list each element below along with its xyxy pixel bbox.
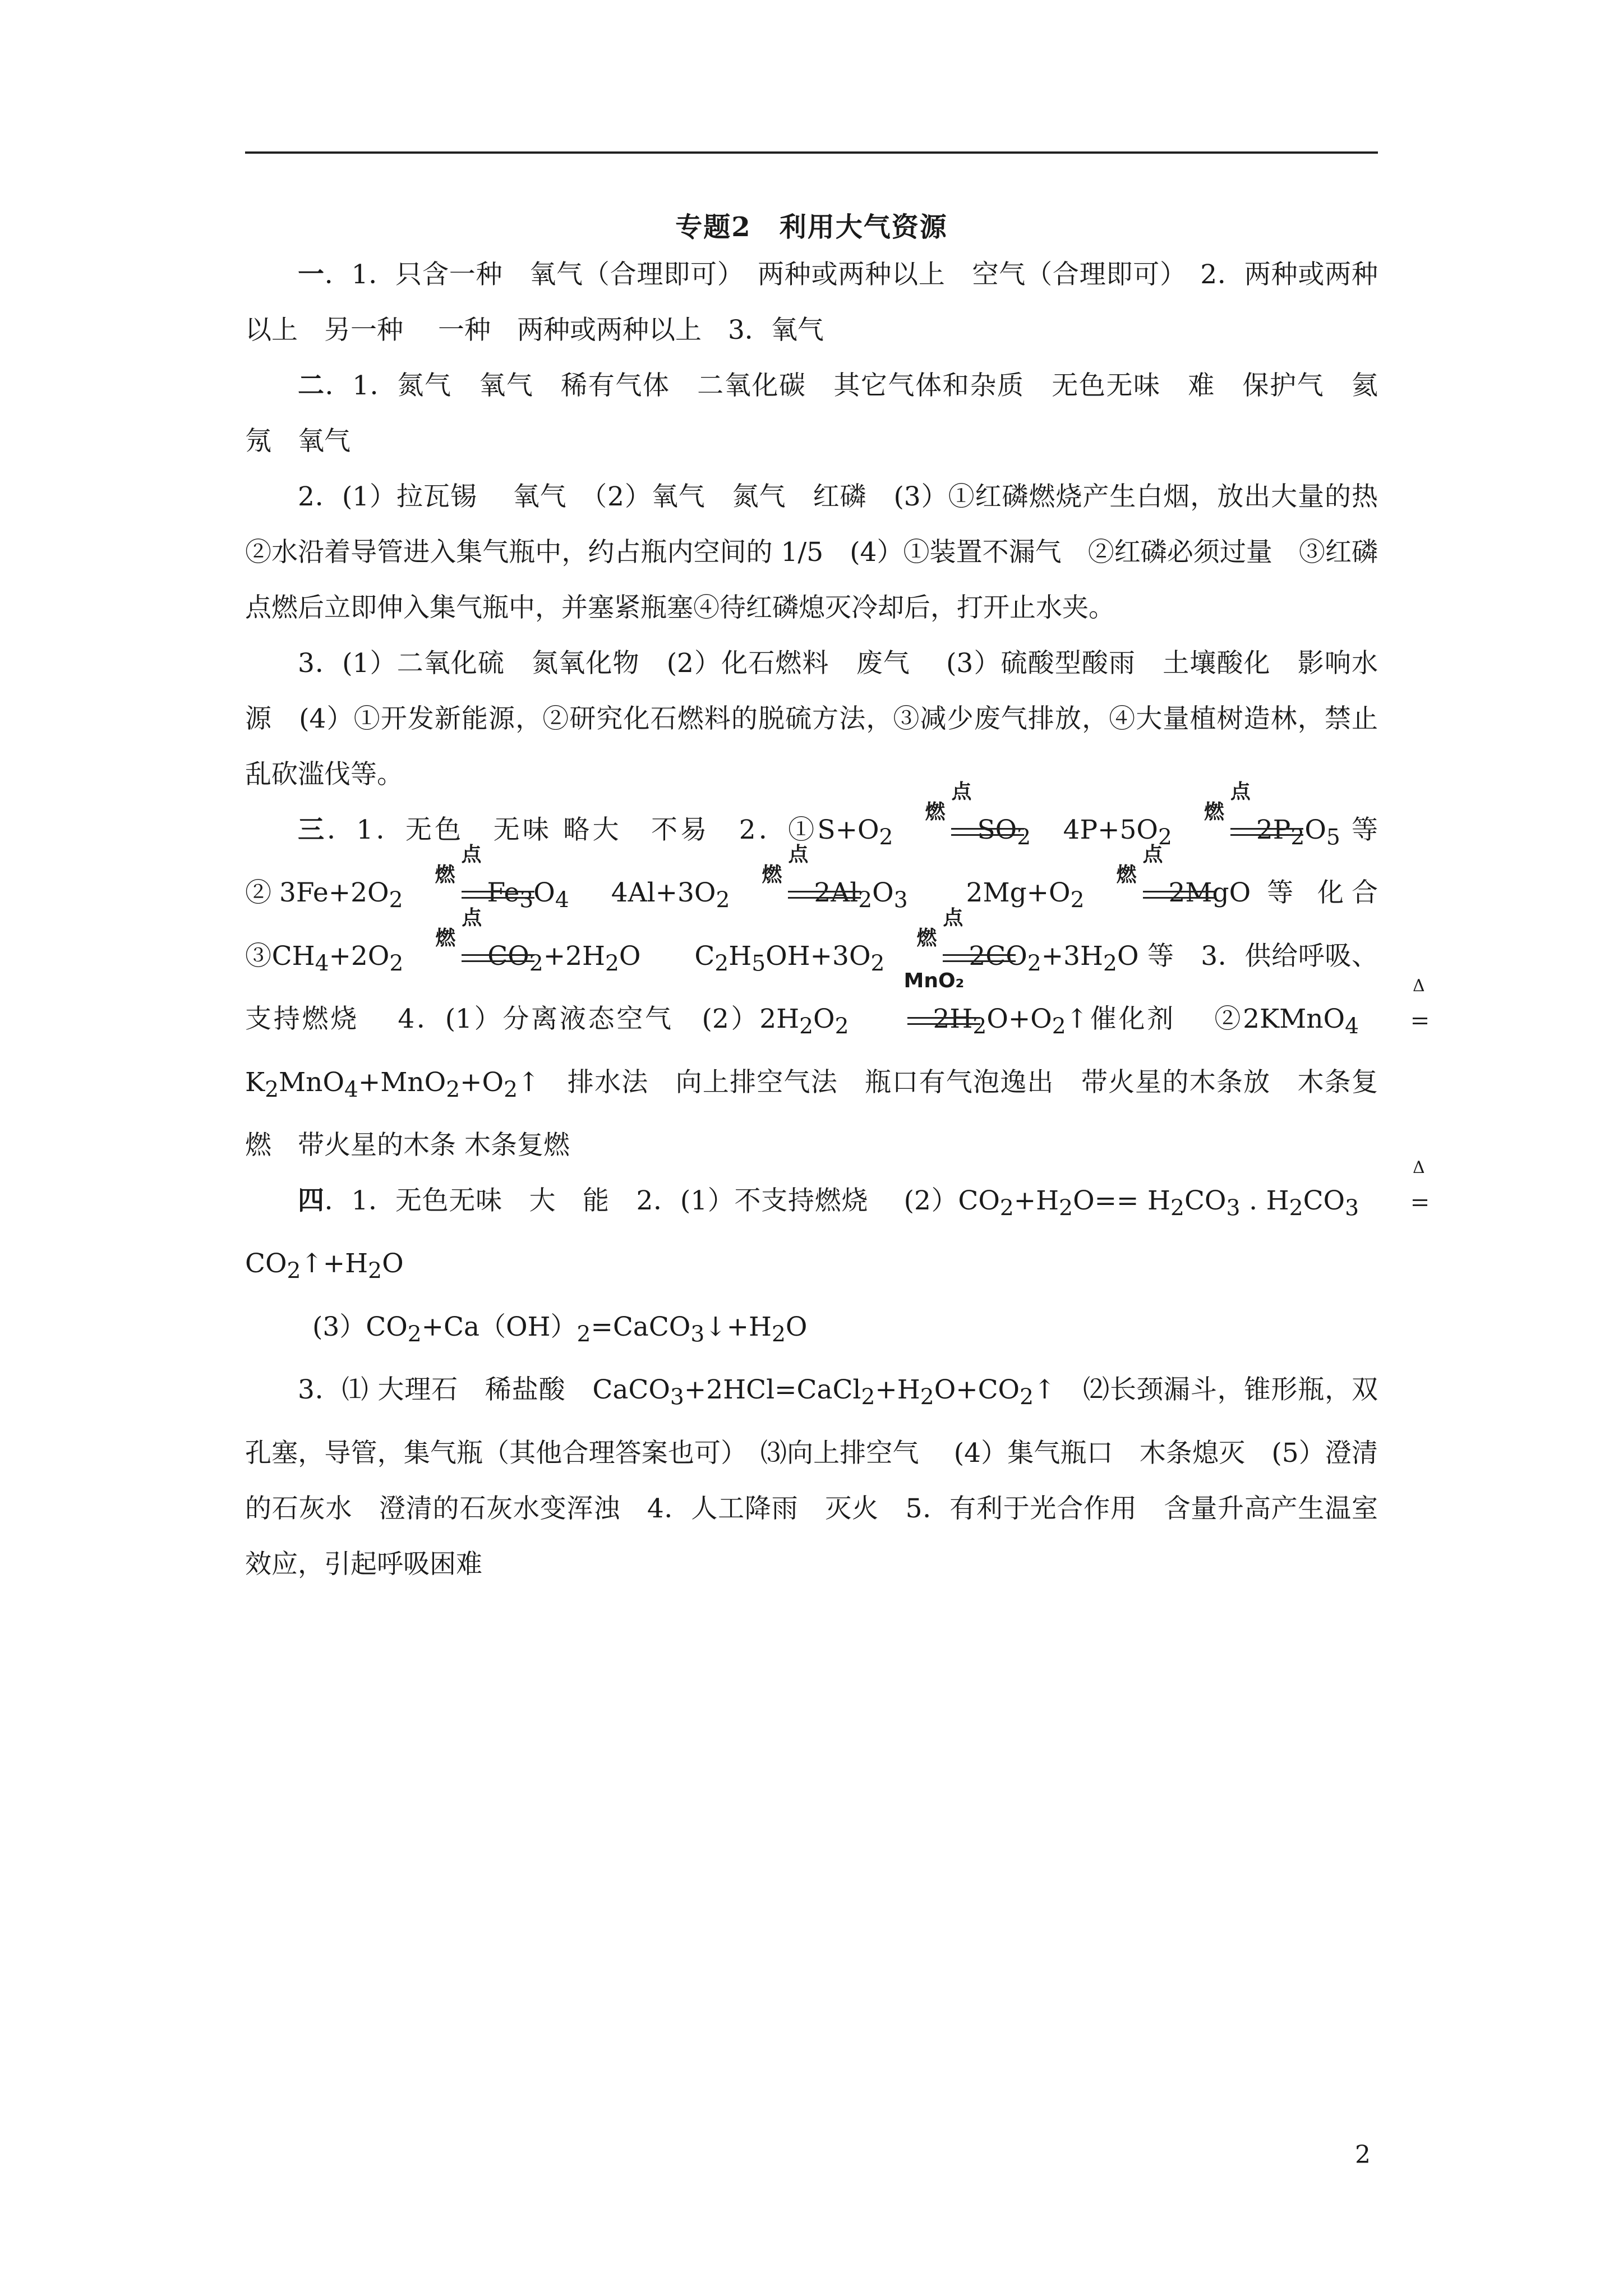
reaction-condition: 点燃 (762, 843, 809, 887)
text-run: O (382, 1248, 404, 1280)
heat-arrow (1360, 1157, 1425, 1228)
text-run: OH+3O (766, 940, 871, 972)
text-run: 4P+5O (1031, 815, 1158, 845)
text-run: O== H (1073, 1185, 1171, 1216)
subscript: 2 (1059, 1195, 1073, 1221)
subscript: 2 (446, 1076, 460, 1102)
subscript: 2 (879, 825, 893, 850)
reaction-condition: 点燃 (925, 780, 972, 823)
text-run: 等 ②3Fe+2O (245, 815, 1378, 909)
text-run: +3H (1041, 940, 1104, 972)
subscript: 2 (529, 951, 543, 977)
text-run: +O (460, 1066, 504, 1098)
text-run: 2MgO 等 化合 ③CH (245, 877, 1378, 972)
text-run: O 等 3．供给呼吸、支持燃烧 4．(1）分离液态空气 (2）2H (245, 940, 1378, 1035)
subscript: 2 (714, 951, 729, 977)
text-run: CO (1303, 1185, 1345, 1216)
text-run: (3）CO (312, 1311, 408, 1342)
heat-symbol: Δ (1413, 976, 1425, 996)
reaction-condition: 点燃 (916, 906, 963, 950)
reaction-condition: 点燃 (435, 906, 482, 950)
text-run: ．1．无色 无味 略大 不易 2．①S+O (327, 815, 879, 845)
text-run: 2CO (969, 940, 1027, 972)
subscript: 2 (1289, 1195, 1303, 1221)
reaction-arrow (1087, 843, 1166, 921)
text-run: +2H (543, 940, 605, 972)
text-run: =CaCO (591, 1311, 691, 1342)
subscript: 3 (670, 1384, 684, 1410)
subscript: 3 (1226, 1195, 1241, 1221)
subscript: 4 (344, 1076, 358, 1102)
heat-arrow (1360, 976, 1425, 1047)
subscript: 2 (1020, 1384, 1034, 1410)
subscript: 2 (999, 1195, 1014, 1221)
subscript: 4 (555, 887, 569, 913)
subscript: 2 (1017, 825, 1031, 850)
section-4-item-2-3 (245, 1299, 1378, 1362)
section-text: ．1．只含一种 氧气（合理即可） 两种或两种以上 空气（合理即可） 2．两种或两种以上 另一种 一种 两种或两种以上 3．氧气 (245, 259, 1378, 346)
section-4-item-3 (245, 1362, 1378, 1591)
section-3 (245, 780, 1425, 1173)
text-run: Fe (487, 877, 520, 909)
text-run: ↑+H (301, 1248, 368, 1280)
subscript: 2 (1290, 825, 1305, 850)
text-run: CO (487, 940, 529, 972)
text-run: O+CO (934, 1374, 1020, 1406)
subscript: 2 (504, 1076, 518, 1102)
subscript: 2 (834, 1014, 849, 1039)
subscript: 5 (1326, 825, 1340, 850)
text-run: 2P (1256, 815, 1291, 845)
text-run: 2Mg+O (907, 877, 1071, 909)
page-title: 专题2 利用大气资源 (675, 211, 948, 243)
reaction-condition: 点燃 (435, 843, 482, 887)
subscript: 2 (772, 1322, 786, 1347)
subscript: 2 (265, 1076, 279, 1102)
text-run: O+O (986, 1004, 1052, 1035)
section-2-item-1 (245, 358, 1405, 469)
text-run: H (728, 940, 752, 972)
subscript: 2 (858, 887, 873, 913)
text-run: O (813, 1004, 835, 1035)
reaction-arrow (1174, 780, 1254, 858)
text-run: 2H (933, 1004, 973, 1035)
heat-symbol: Δ (1413, 1157, 1425, 1177)
subscript: 2 (972, 1014, 987, 1039)
text-run: +2O (329, 940, 390, 972)
text-run: ↑催化剂 ②2KMnO (1066, 1004, 1345, 1035)
section-4 (245, 1157, 1425, 1299)
subscript: 2 (799, 1014, 814, 1039)
subscript: 2 (368, 1258, 382, 1284)
section-text: ．1．氮气 氧气 稀有气体 二氧化碳 其它气体和杂质 无色无味 难 保护气 氦 氖 氧气 (245, 370, 1405, 457)
section-1 (245, 247, 1378, 358)
text-run: 4Al+3O (569, 877, 716, 909)
reaction-condition: 点燃 (1204, 780, 1251, 823)
subscript: 2 (1103, 951, 1117, 977)
text-run: +H (875, 1374, 920, 1406)
page-number: 2 (1355, 2141, 1371, 2169)
section-marker: 二 (298, 370, 325, 401)
section-marker: 一 (298, 259, 325, 290)
text-run: K (245, 1066, 265, 1098)
subscript: 2 (1070, 887, 1085, 913)
section-text: 3．(1）二氧化硫 氮氧化物 (2）化石燃料 废气 (3）硫酸型酸雨 土壤酸化 影响水源 (4）①开发新能源，②研究化石燃料的脱硫方法，③减少废气排放，④大量植树造林，禁止乱砍滥伐等。 (245, 648, 1378, 790)
subscript: 3 (690, 1322, 705, 1347)
section-2-item-2 (245, 469, 1404, 636)
subscript: 2 (1158, 825, 1172, 850)
subscript: 2 (870, 951, 885, 977)
subscript: 2 (577, 1322, 591, 1347)
subscript: 2 (407, 1322, 422, 1347)
subscript: 3 (893, 887, 908, 913)
section-marker: 三 (298, 815, 328, 845)
text-run: CO (245, 1248, 287, 1280)
text-run: +Ca（OH） (421, 1311, 577, 1342)
text-run: 3．⑴ 大理石 稀盐酸 CaCO (298, 1374, 670, 1406)
text-run: ．1．无色无味 大 能 2．(1）不支持燃烧 (2）CO (324, 1185, 1000, 1216)
reaction-condition: 点燃 (1116, 843, 1163, 887)
reaction-arrow (405, 906, 485, 984)
subscript: 2 (716, 887, 730, 913)
subscript: 4 (315, 951, 329, 977)
subscript: 2 (1170, 1195, 1184, 1221)
subscript: 2 (1027, 951, 1041, 977)
text-run: O (785, 1311, 808, 1342)
subscript: 2 (605, 951, 619, 977)
text-run: +H (1013, 1185, 1059, 1216)
text-run: CO (1184, 1185, 1227, 1216)
text-run: MnO (279, 1066, 344, 1098)
reaction-arrow (732, 843, 811, 921)
text-run: . H (1240, 1185, 1289, 1216)
subscript: 3 (1345, 1195, 1359, 1221)
text-run: O (1304, 815, 1326, 845)
section-text: 2．(1）拉瓦锡 氧气 （2）氧气 氮气 红磷 (3）①红磷燃烧产生白烟，放出大量的热 ②水沿着导管进入集气瓶中，约占瓶内空间的 1/5 (4）①装置不漏气 ②红磷必须过量 ③红磷点燃后立即伸入集气瓶中，并塞紧瓶塞④待红磷熄灭冷却后，打开止水夹。 (245, 481, 1404, 623)
section-2-item-3 (245, 636, 1378, 802)
subscript: 2 (389, 951, 404, 977)
subscript: 2 (861, 1384, 875, 1410)
subscript: 2 (1052, 1014, 1066, 1039)
section-marker: 四 (298, 1185, 325, 1216)
reaction-condition: MnO₂ (903, 969, 965, 993)
subscript: 2 (287, 1258, 301, 1284)
subscript: 4 (1345, 1014, 1359, 1039)
text-run: O C (619, 940, 715, 972)
text-run: O (872, 877, 894, 909)
header-rule (245, 151, 1378, 154)
text-run: ↓+H (704, 1311, 772, 1342)
text-run: SO (977, 815, 1017, 845)
subscript: 2 (389, 887, 403, 913)
text-run: O (533, 877, 555, 909)
text-run: +2HCl=CaCl (684, 1374, 861, 1406)
reaction-arrow (895, 780, 975, 858)
text-run: ↑ ⑵长颈漏斗，锥形瓶，双孔塞，导管，集气瓶（其他合理答案也可） ⑶向上排空气 (4）集气瓶口 木条熄灭 (5）澄清的石灰水 澄清的石灰水变浑浊 4．人工降雨 灭火 5．有利于光合作用 含量升高产生温室效应，引起呼吸困难 (245, 1374, 1378, 1580)
text-run: ↑ 排水法 向上排空气法 瓶口有气泡逸出 带火星的木条放 木条复燃 带火星的木条 木条复燃 (245, 1066, 1378, 1161)
subscript: 5 (751, 951, 766, 977)
answer-content (245, 247, 1425, 1592)
text-run: +MnO (358, 1066, 446, 1098)
subscript: 2 (920, 1384, 934, 1410)
subscript: 3 (519, 887, 534, 913)
text-run: 2Al (814, 877, 859, 909)
